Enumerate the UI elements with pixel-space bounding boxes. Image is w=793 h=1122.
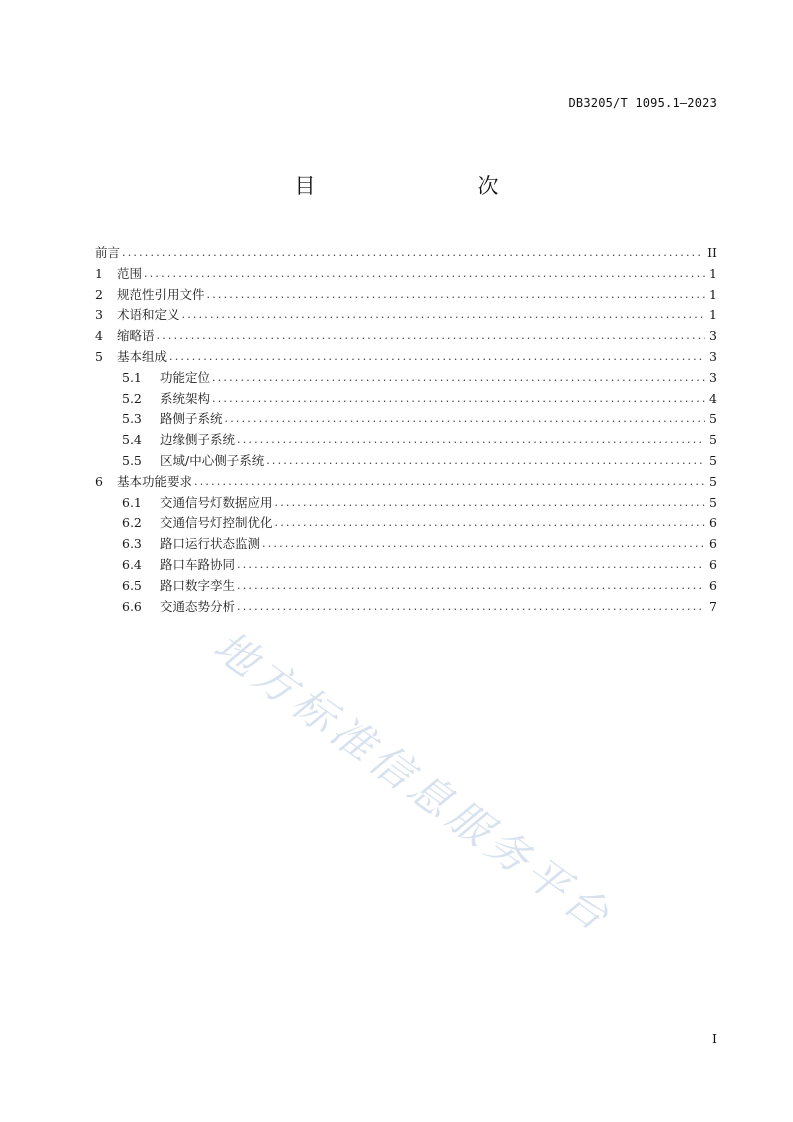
- toc-entry-number: 6.5: [122, 577, 142, 593]
- toc-entry-label: 基本功能要求: [117, 473, 193, 489]
- toc-entry[interactable]: [95, 368, 717, 389]
- toc-entry-page: 5: [709, 452, 717, 468]
- toc-entry-page: 6: [709, 577, 717, 593]
- toc-entry-page: 1: [709, 307, 717, 323]
- toc-entry-page: 1: [709, 286, 717, 302]
- toc-entry[interactable]: [95, 555, 717, 576]
- toc-entry-label: 区域/中心侧子系统: [160, 452, 265, 468]
- toc-entry-page: 5: [709, 473, 717, 489]
- toc-entry-label: 术语和定义: [117, 307, 180, 323]
- toc-entry-page: II: [707, 245, 717, 260]
- toc-entry[interactable]: [95, 326, 717, 347]
- toc-entry-number: 3: [95, 307, 103, 323]
- toc-entry[interactable]: [95, 347, 717, 368]
- toc-entry-label: 路口数字孪生: [160, 577, 236, 593]
- toc-entry-page: 6: [709, 536, 717, 552]
- toc-entry-page: 3: [709, 369, 717, 385]
- toc-entry-label: 交通信号灯数据应用: [160, 494, 273, 510]
- toc-entry-page: 1: [709, 265, 717, 281]
- toc-entry-label: 路侧子系统: [160, 411, 223, 427]
- toc-entry-page: 7: [709, 598, 717, 614]
- toc-entry[interactable]: [95, 472, 717, 493]
- toc-dot-leader: [275, 493, 705, 514]
- page-number: I: [712, 1031, 717, 1046]
- toc-entry-number: 6.2: [122, 515, 142, 531]
- toc-entry-number: 1: [95, 265, 103, 281]
- toc-entry-page: 5: [709, 411, 717, 427]
- toc-entry-label: 系统架构: [160, 390, 211, 406]
- toc-entry-label: 缩略语: [117, 328, 155, 344]
- toc-entry[interactable]: [95, 597, 717, 618]
- toc-dot-leader: [225, 409, 705, 430]
- toc-entry[interactable]: [95, 576, 717, 597]
- toc-dot-leader: [275, 513, 705, 534]
- toc-dot-leader: [262, 534, 705, 555]
- toc-dot-leader: [182, 305, 705, 326]
- toc-entry-page: 5: [709, 494, 717, 510]
- toc-entry[interactable]: [95, 534, 717, 555]
- toc-dot-leader: [237, 555, 705, 576]
- toc-entry-number: 6: [95, 473, 103, 489]
- toc-dot-leader: [212, 368, 705, 389]
- toc-entry-label: 路口运行状态监测: [160, 536, 261, 552]
- toc-entry[interactable]: [95, 243, 717, 264]
- toc-entry-number: 5.3: [122, 411, 142, 427]
- toc-dot-leader: [157, 326, 705, 347]
- toc-entry[interactable]: [95, 493, 717, 514]
- toc-dot-leader: [266, 451, 705, 472]
- toc-entry[interactable]: [95, 513, 717, 534]
- toc-entry[interactable]: [95, 430, 717, 451]
- page-title: 目 次: [294, 174, 539, 198]
- toc-entry-number: 6.3: [122, 536, 142, 552]
- toc-dot-leader: [144, 264, 705, 285]
- standard-code: DB3205/T 1095.1—2023: [568, 96, 717, 110]
- toc-entry-number: 5.1: [122, 369, 142, 385]
- toc-entry-number: 5.2: [122, 390, 142, 406]
- toc-dot-leader: [212, 389, 705, 410]
- table-of-contents: [95, 243, 717, 617]
- toc-dot-leader: [169, 347, 705, 368]
- toc-entry[interactable]: [95, 305, 717, 326]
- toc-dot-leader: [237, 576, 705, 597]
- toc-entry-label: 路口车路协同: [160, 556, 236, 572]
- toc-dot-leader: [237, 430, 705, 451]
- toc-entry-page: 4: [709, 390, 717, 406]
- toc-entry-label: 规范性引用文件: [117, 286, 205, 302]
- toc-dot-leader: [237, 597, 705, 618]
- toc-entry-label: 交通信号灯控制优化: [160, 515, 273, 531]
- toc-entry-number: 5: [95, 348, 103, 364]
- toc-entry[interactable]: [95, 409, 717, 430]
- toc-entry-page: 3: [709, 328, 717, 344]
- toc-entry-label: 功能定位: [160, 369, 211, 385]
- toc-entry-number: 5.5: [122, 452, 142, 468]
- toc-entry[interactable]: [95, 285, 717, 306]
- toc-entry-number: 6.6: [122, 598, 142, 614]
- toc-entry-page: 6: [709, 515, 717, 531]
- toc-entry[interactable]: [95, 451, 717, 472]
- toc-entry-label: 交通态势分析: [160, 598, 236, 614]
- toc-entry-page: 5: [709, 432, 717, 448]
- toc-entry-label: 前言: [95, 245, 121, 260]
- toc-entry-page: 6: [709, 556, 717, 572]
- toc-entry-label: 范围: [117, 265, 143, 281]
- toc-dot-leader: [207, 285, 705, 306]
- toc-entry-number: 6.1: [122, 494, 142, 510]
- toc-entry[interactable]: [95, 264, 717, 285]
- toc-entry-page: 3: [709, 348, 717, 364]
- toc-dot-leader: [122, 243, 703, 264]
- toc-entry-number: 4: [95, 328, 103, 344]
- toc-dot-leader: [194, 472, 705, 493]
- toc-entry-number: 5.4: [122, 432, 142, 448]
- toc-entry[interactable]: [95, 389, 717, 410]
- toc-entry-label: 边缘侧子系统: [160, 432, 236, 448]
- toc-entry-label: 基本组成: [117, 348, 168, 364]
- toc-entry-number: 2: [95, 286, 103, 302]
- toc-entry-number: 6.4: [122, 556, 142, 572]
- watermark: 地方标准信息服务平台: [204, 621, 623, 943]
